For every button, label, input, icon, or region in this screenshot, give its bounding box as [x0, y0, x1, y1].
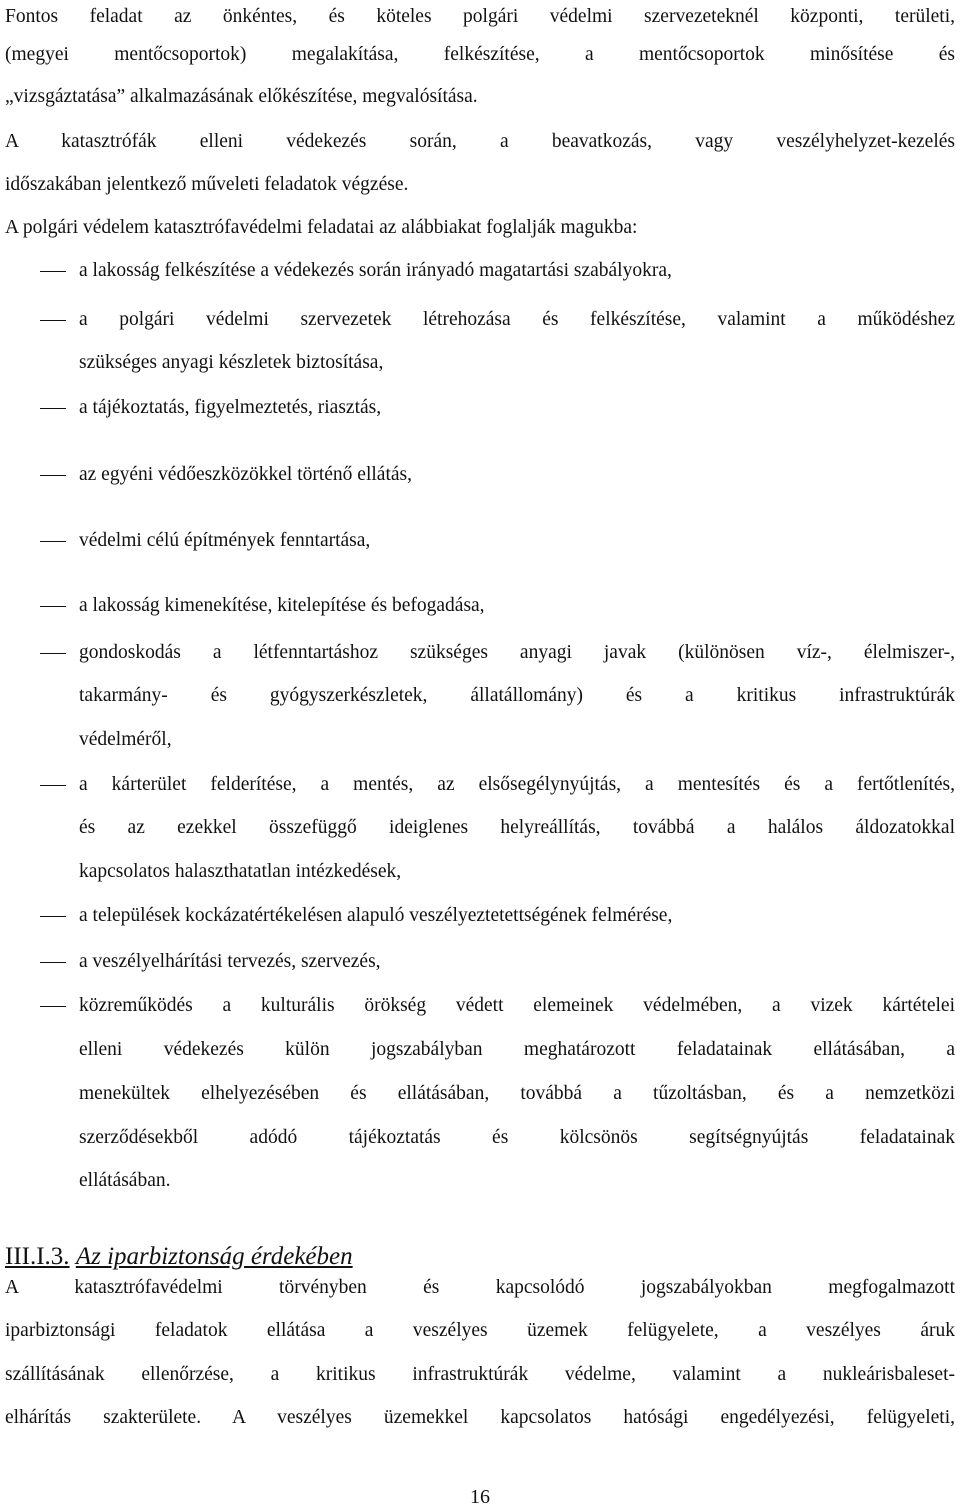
- section-heading: [5, 1240, 353, 1274]
- list-item-line: és az ezekkel összefüggő ideiglenes helyreállítás, továbbá a halálos áldozatokkal: [79, 817, 955, 838]
- list-item-line: az egyéni védőeszközökkel történő ellátás,: [79, 464, 412, 485]
- list-item-line: takarmány- és gyógyszerkészletek, állatállomány) és a kritikus infrastruktúrák: [79, 685, 955, 706]
- list-item-line: védelméről,: [79, 729, 172, 750]
- section-paragraph-line: iparbiztonsági feladatok ellátása a veszélyes üzemek felügyelete, a veszélyes áruk: [5, 1320, 955, 1341]
- list-item-line: a kárterület felderítése, a mentés, az elsősegélynyújtás, a mentesítés és a fertőtlenítés,: [79, 774, 955, 795]
- list-item-line: a lakosság felkészítése a védekezés során irányadó magatartási szabályokra,: [79, 260, 672, 281]
- dash-bullet-icon: [40, 305, 66, 335]
- list-item-line: a lakosság kimenekítése, kitelepítése és befogadása,: [79, 595, 485, 616]
- page-number: 16: [470, 1486, 490, 1508]
- intro-line: időszakában jelentkező műveleti feladatok végzése.: [5, 174, 409, 195]
- list-item-line: ellátásában.: [79, 1170, 171, 1191]
- section-paragraph-line: szállításának ellenőrzése, a kritikus infrastruktúrák védelme, valamint a nukleárisbaleset-: [5, 1364, 955, 1385]
- list-item-line: védelmi célú építmények fenntartása,: [79, 530, 371, 551]
- dash-bullet-icon: [40, 526, 66, 556]
- list-item-line: a polgári védelmi szervezetek létrehozása és felkészítése, valamint a működéshez: [79, 309, 955, 330]
- dash-bullet-icon: [40, 393, 66, 423]
- section-paragraph-line: elhárítás szakterülete. A veszélyes üzemekkel kapcsolatos hatósági engedélyezési, felügyeleti,: [5, 1407, 955, 1428]
- list-item-line: kapcsolatos halaszthatatlan intézkedések,: [79, 861, 402, 882]
- intro-line: (megyei mentőcsoportok) megalakítása, felkészítése, a mentőcsoportok minősítése és: [5, 44, 955, 65]
- section-paragraph-line: A katasztrófavédelmi törvényben és kapcsolódó jogszabályokban megfogalmazott: [5, 1277, 955, 1298]
- list-item-line: a települések kockázatértékelésen alapuló veszélyeztetettségének felmérése,: [79, 905, 673, 926]
- list-item-line: a veszélyelhárítási tervezés, szervezés,: [79, 951, 381, 972]
- intro-line: A katasztrófák elleni védekezés során, a beavatkozás, vagy veszélyhelyzet-kezelés: [5, 131, 955, 152]
- dash-bullet-icon: [40, 991, 66, 1021]
- list-item-line: menekültek elhelyezésében és ellátásában, továbbá a tűzoltásban, és a nemzetközi: [79, 1083, 955, 1104]
- list-item-line: gondoskodás a létfenntartáshoz szükséges anyagi javak (különösen víz-, élelmiszer-,: [79, 642, 955, 663]
- list-item-line: szükséges anyagi készletek biztosítása,: [79, 352, 384, 373]
- list-item-line: elleni védekezés külön jogszabályban meghatározott feladatainak ellátásában, a: [79, 1039, 955, 1060]
- intro-line: A polgári védelem katasztrófavédelmi feladatai az alábbiakat foglalják magukba:: [5, 217, 638, 238]
- list-item-line: közreműködés a kulturális örökség védett elemeinek védelmében, a vizek kártételei: [79, 995, 955, 1016]
- intro-line: „vizsgáztatása” alkalmazásának előkészítése, megvalósítása.: [5, 86, 478, 107]
- list-item-line: szerződésekből adódó tájékoztatás és kölcsönös segítségnyújtás feladatainak: [79, 1127, 955, 1148]
- dash-bullet-icon: [40, 638, 66, 668]
- section-title: Az iparbiztonság érdekében: [75, 1243, 353, 1270]
- dash-bullet-icon: [40, 591, 66, 621]
- section-number: III.I.3.: [5, 1243, 70, 1270]
- dash-bullet-icon: [40, 256, 66, 286]
- dash-bullet-icon: [40, 901, 66, 931]
- dash-bullet-icon: [40, 947, 66, 977]
- dash-bullet-icon: [40, 460, 66, 490]
- dash-bullet-icon: [40, 770, 66, 800]
- list-item-line: a tájékoztatás, figyelmeztetés, riasztás,: [79, 397, 382, 418]
- intro-line: Fontos feladat az önkéntes, és köteles polgári védelmi szervezeteknél központi, területi,: [5, 6, 955, 27]
